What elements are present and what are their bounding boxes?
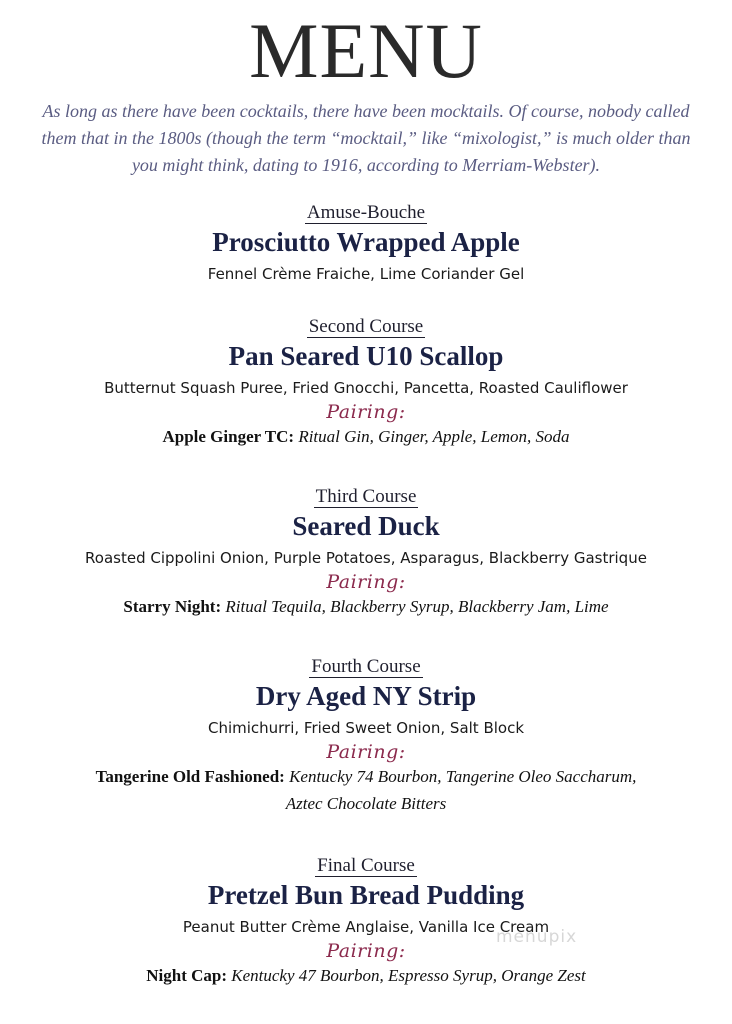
dish-sides: Fennel Crème Fraiche, Lime Coriander Gel (207, 265, 525, 283)
course-amuse-bouche (0, 203, 732, 285)
pairing-label: Pairing: (326, 741, 406, 763)
dish-title: Prosciutto Wrapped Apple (212, 227, 520, 257)
drink-description: Ritual Gin, Ginger, Apple, Lemon, Soda (298, 427, 570, 446)
dish-title: Seared Duck (292, 511, 440, 541)
dish-sides: Butternut Squash Puree, Fried Gnocchi, Pancetta, Roasted Cauliflower (104, 379, 628, 397)
dish-sides: Roasted Cippolini Onion, Purple Potatoes, Asparagus, Blackberry Gastrique (85, 549, 647, 567)
intro-text: As long as there have been cocktails, there have been mocktails. Of course, nobody called them that in the 1800s (though the term “mocktail,” like “mixologist,” is much older than you might think, dating to 1916, according to Merriam-Webster). (41, 101, 691, 175)
course-final (0, 856, 732, 989)
drink-pairing-continued (0, 790, 732, 817)
drink-description-continued: Aztec Chocolate Bitters (285, 794, 447, 813)
drink-name: Starry Night: (123, 597, 222, 616)
dish-title: Dry Aged NY Strip (255, 681, 477, 711)
drink-pairing (0, 593, 732, 620)
course-label: Amuse-Bouche (306, 202, 426, 223)
course-fourth (0, 657, 732, 817)
dish-sides: Chimichurri, Fried Sweet Onion, Salt Block (207, 719, 525, 737)
pairing-label: Pairing: (326, 940, 406, 962)
menu-title: MENU (249, 7, 483, 94)
drink-name: Tangerine Old Fashioned: (95, 767, 285, 786)
drink-description: Kentucky 47 Bourbon, Espresso Syrup, Orange Zest (231, 966, 586, 985)
watermark: menupix (496, 927, 578, 947)
course-label: Final Course (317, 855, 415, 876)
course-label: Third Course (315, 486, 417, 507)
course-label: Second Course (308, 316, 424, 337)
course-third (0, 487, 732, 620)
drink-pairing (0, 763, 732, 790)
drink-name: Apple Ginger TC: (162, 427, 295, 446)
dish-title: Pretzel Bun Bread Pudding (207, 880, 525, 910)
course-label: Fourth Course (311, 656, 421, 677)
drink-pairing (0, 423, 732, 450)
dish-sides: Peanut Butter Crème Anglaise, Vanilla Ice Cream (182, 918, 550, 936)
dish-title: Pan Seared U10 Scallop (228, 341, 504, 371)
drink-description: Kentucky 74 Bourbon, Tangerine Oleo Saccharum, (289, 767, 637, 786)
course-second (0, 317, 732, 450)
pairing-label: Pairing: (326, 571, 406, 593)
drink-name: Night Cap: (146, 966, 228, 985)
drink-description: Ritual Tequila, Blackberry Syrup, Blackberry Jam, Lime (225, 597, 609, 616)
pairing-label: Pairing: (326, 401, 406, 423)
drink-pairing (0, 962, 732, 989)
